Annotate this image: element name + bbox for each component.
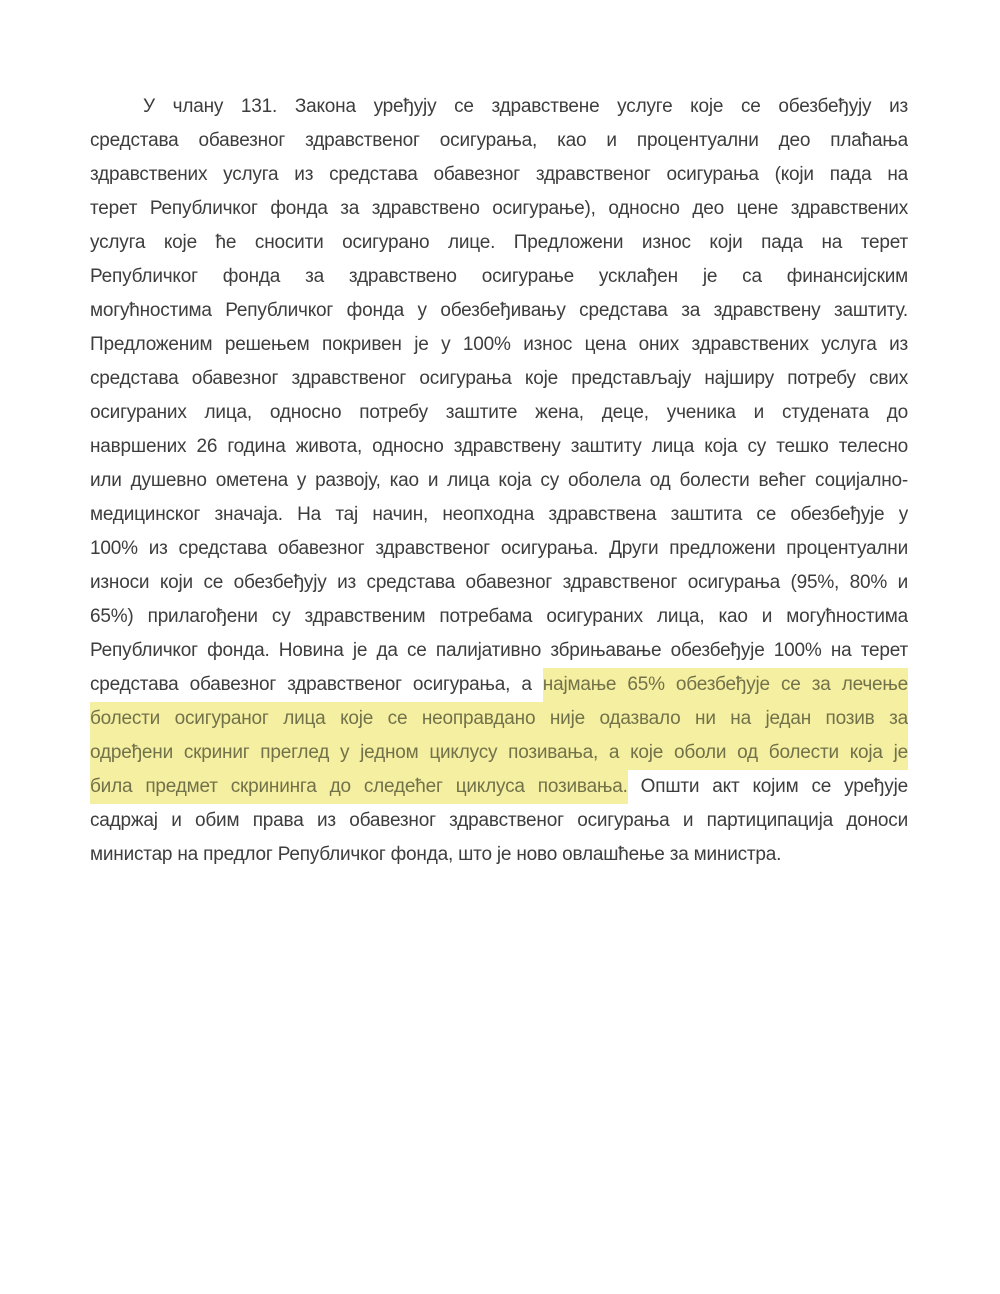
- body-text: износи који се обезбеђују из средстава обавезног здравственог осигурања (95%, 80% и: [90, 572, 908, 593]
- highlighted-text: болести осигураног лица које се неоправдано није одазвало ни на један позив за: [90, 702, 908, 736]
- body-text: У члану 131. Закона уређују се здравствене услуге које се обезбеђују из: [143, 96, 908, 117]
- highlighted-text: била предмет скрининга до следећег циклуса позивања.: [90, 770, 628, 804]
- body-text: 65%) прилагођени су здравственим потребама осигураних лица, као и могућностима: [90, 606, 908, 627]
- text-line: [90, 158, 908, 192]
- body-text: услуга које ће сносити осигурано лице. Предложени износ који пада на терет: [90, 232, 908, 253]
- body-text: садржај и обим права из обавезног здравственог осигурања и партиципација доноси: [90, 810, 908, 831]
- text-line: [90, 566, 908, 600]
- text-line: [90, 634, 908, 668]
- text-line: [90, 668, 908, 702]
- text-line: [90, 90, 908, 124]
- text-line: [90, 770, 908, 804]
- body-text: здравствених услуга из средстава обавезног здравственог осигурања (који пада на: [90, 164, 908, 185]
- text-line: [90, 702, 908, 736]
- body-text: Предложеним решењем покривен је у 100% износ цена оних здравствених услуга из: [90, 334, 908, 355]
- highlighted-text: најмање 65% обезбеђује се за лечење: [543, 668, 908, 702]
- body-text: министар на предлог Републичког фонда, што је ново овлашћење за министра.: [90, 844, 782, 865]
- paragraph-body: [90, 90, 908, 872]
- text-line: [90, 838, 908, 872]
- body-text: навршених 26 година живота, односно здравствену заштиту лица која су тешко телесно: [90, 436, 908, 457]
- body-text: могућностима Републичког фонда у обезбеђивању средстава за здравствену заштиту.: [90, 300, 908, 321]
- text-line: [90, 736, 908, 770]
- text-line: [90, 192, 908, 226]
- text-line: [90, 362, 908, 396]
- body-text: терет Републичког фонда за здравствено осигурање), односно део цене здравствених: [90, 198, 908, 219]
- text-line: [90, 226, 908, 260]
- body-text: медицинског значаја. На тај начин, неопходна здравствена заштита се обезбеђује у: [90, 504, 908, 525]
- text-line: [90, 396, 908, 430]
- body-text: Општи акт којим се уређује: [627, 776, 908, 797]
- text-line: [90, 328, 908, 362]
- body-text: 100% из средстава обавезног здравственог осигурања. Други предложени процентуални: [90, 538, 908, 559]
- body-text: средстава обавезног здравственог осигурања, као и процентуални део плаћања: [90, 130, 908, 151]
- body-text: или душевно ометена у развоју, као и лица која су оболела од болести већег социјално-: [90, 470, 908, 491]
- text-line: [90, 124, 908, 158]
- body-text: осигураних лица, односно потребу заштите жена, деце, ученика и студената до: [90, 402, 908, 423]
- body-text: Републичког фонда за здравствено осигурање усклађен је са финансијским: [90, 266, 908, 287]
- text-line: [90, 532, 908, 566]
- highlighted-text: одређени скриниг преглед у једном циклусу позивања, а које оболи од болести која је: [90, 736, 908, 770]
- text-line: [90, 498, 908, 532]
- body-text: Републичког фонда. Новина је да се палијативно збрињавање обезбеђује 100% на терет: [90, 640, 908, 661]
- text-line: [90, 260, 908, 294]
- text-line: [90, 464, 908, 498]
- text-line: [90, 294, 908, 328]
- body-text: средстава обавезног здравственог осигурања које представљају најширу потребу свих: [90, 368, 908, 389]
- body-text: средстава обавезног здравственог осигурања, а: [90, 674, 543, 695]
- text-line: [90, 430, 908, 464]
- text-line: [90, 804, 908, 838]
- text-line: [90, 600, 908, 634]
